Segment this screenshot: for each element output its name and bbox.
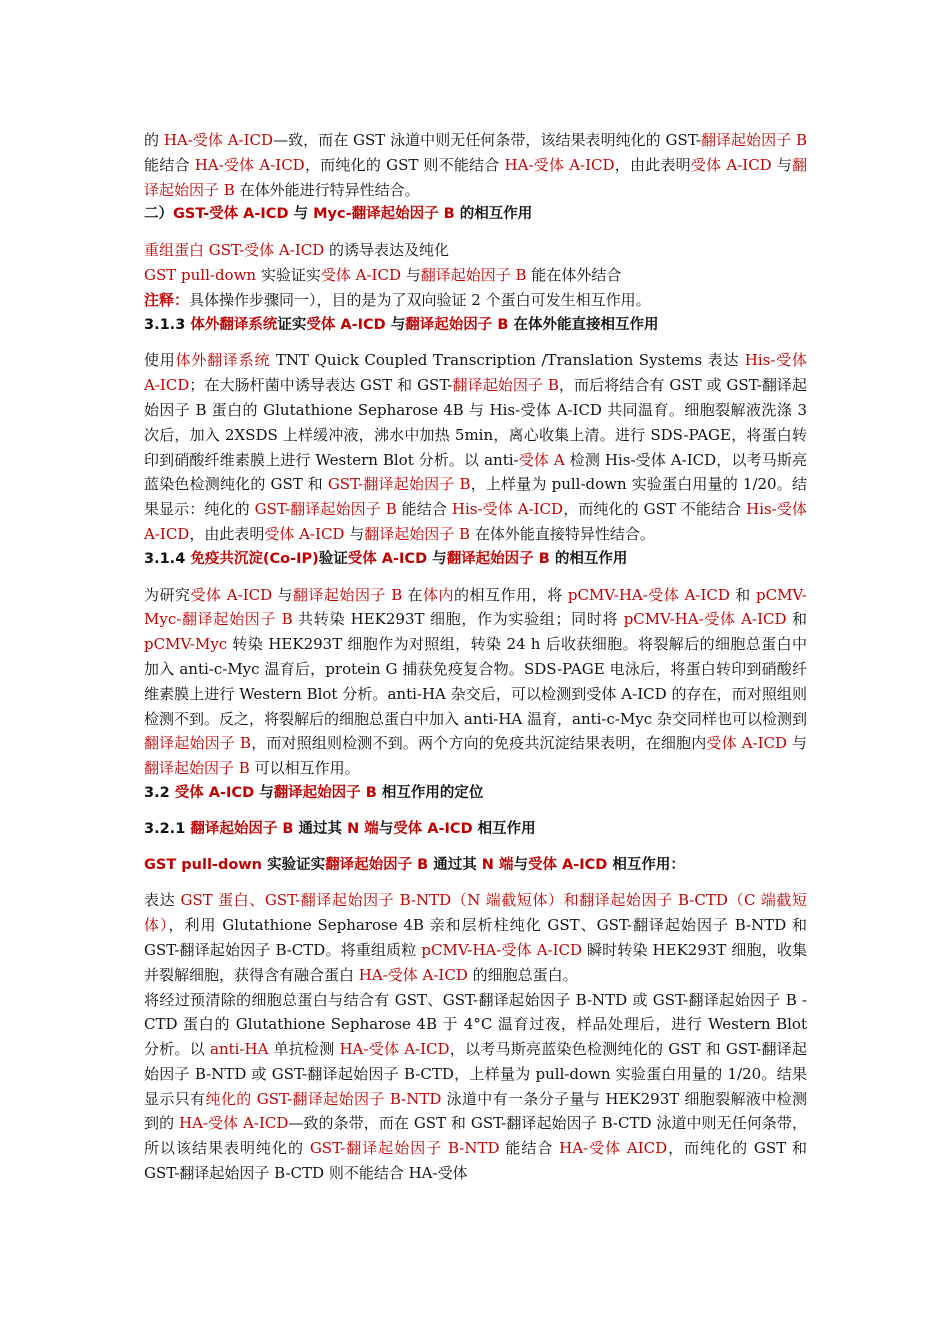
highlighted-term: 受体 A-ICD xyxy=(190,585,273,604)
text-run: 与 xyxy=(400,265,421,284)
text-run: 二） xyxy=(144,206,173,223)
highlighted-term: GST-翻译起始因子 B xyxy=(327,475,471,494)
text-run: 在体外能直接相互作用 xyxy=(508,316,659,333)
text-run: 单抗检测 xyxy=(268,1040,340,1059)
text-run: 实验证实 xyxy=(256,265,321,284)
highlighted-term: 翻译起始因子 B xyxy=(144,155,807,199)
text-run: ，由此表明 xyxy=(189,524,265,543)
body-paragraph xyxy=(144,348,807,546)
text-run: 表达 xyxy=(144,891,181,910)
text-run: 3.2.1 xyxy=(144,820,191,837)
highlighted-term: 体外翻译系统 xyxy=(175,351,271,370)
text-run: 泳道中有一条分子量与 HEK293T 细胞裂解液中检测到的 xyxy=(144,1089,807,1133)
text-run: ，而纯化的 GST 和 GST-翻译起始因子 B-CTD 则不能结合 HA-受体 xyxy=(144,1139,807,1183)
text-run: —致，而在 GST 泳道中则无任何条带，该结果表明纯化的 GST- xyxy=(273,131,701,149)
highlighted-term: HA-受体 A-ICD xyxy=(194,155,305,174)
highlighted-term: 翻译起始因子 B xyxy=(325,856,429,873)
text-run: 在体外能直接特异性结合。 xyxy=(470,524,655,543)
highlighted-term: His-受体 A-ICD xyxy=(144,351,807,395)
document-page xyxy=(144,128,807,1186)
text-run: ，而对照组则检测不到。两个方向的免疫共沉淀结果表明，在细胞内 xyxy=(251,734,707,753)
body-paragraph xyxy=(144,583,807,781)
highlighted-term: 受体 A-ICD xyxy=(264,524,345,543)
section-heading xyxy=(144,547,807,572)
text-run: 相互作用的定位 xyxy=(376,784,484,801)
highlighted-term: GST pull-down xyxy=(144,856,263,873)
text-run: ，由此表明 xyxy=(614,155,691,174)
text-run: 与 xyxy=(378,820,394,837)
highlighted-term: 受体 A-ICD xyxy=(527,856,608,873)
highlighted-term: HA-受体 A-ICD xyxy=(358,965,468,984)
text-run: 能结合 xyxy=(396,500,452,519)
text-run: 验证 xyxy=(318,550,348,567)
text-run: 将经过预清除的细胞总蛋白与结合有 GST、GST-翻译起始因子 B-NTD 或 GST-翻译起始因子 B -CTD 蛋白的 Glutathione Sepharose 4B 于 4°C 温育过夜，样品处理后，进行 Western Blot 分析。以 xyxy=(144,990,807,1059)
text-run: 的细胞总蛋白。 xyxy=(467,965,578,984)
highlighted-term: HA-受体 A-ICD xyxy=(339,1040,450,1059)
highlighted-term: 受体 A-ICD xyxy=(174,784,255,801)
text-run: 与 xyxy=(344,524,365,543)
text-run: ，而纯化的 GST 则不能结合 xyxy=(304,155,505,174)
body-paragraph xyxy=(144,888,807,987)
body-paragraph xyxy=(144,263,807,288)
text-run: 与 xyxy=(771,155,792,174)
text-run: 在体外能进行特异性结合。 xyxy=(234,180,420,199)
text-run: 共转染 HEK293T 细胞，作为实验组；同时将 xyxy=(292,610,624,629)
text-run: 的诱导表达及纯化 xyxy=(324,241,450,260)
text-run: 与 xyxy=(254,784,274,801)
highlighted-term: 受体 A-ICD xyxy=(347,550,428,567)
highlighted-term: GST pull-down xyxy=(144,265,257,284)
body-paragraph xyxy=(144,128,807,202)
highlighted-term: 体外翻译系统 xyxy=(190,316,278,333)
text-run: 与 xyxy=(513,856,528,873)
text-run: 相互作用： xyxy=(607,856,685,873)
highlighted-term: 翻译起始因子 B xyxy=(405,316,509,333)
text-run: 的相互作用，将 xyxy=(454,585,568,604)
highlighted-term: pCMV-HA-受体 A-ICD xyxy=(623,610,787,629)
text-run: 3.2 xyxy=(144,784,175,801)
highlighted-term: pCMV-Myc-翻译起始因子 B xyxy=(144,585,807,629)
text-run: 与 xyxy=(427,550,447,567)
highlighted-term: HA-受体 A-ICD xyxy=(163,131,274,149)
text-run: TNT Quick Coupled Transcription /Translation Systems 表达 xyxy=(270,351,745,370)
highlighted-term: 翻译起始因子 B xyxy=(364,524,471,543)
text-run: 能结合 xyxy=(499,1139,560,1158)
text-run: ，以考马斯亮蓝染色检测纯化的 GST 和 GST-翻译起始因子 B-NTD 或 GST-翻译起始因子 B-CTD，上样量为 pull-down 实验蛋白用量的 1/20。结果显示只有 xyxy=(144,1040,807,1108)
text-run: 的相互作用 xyxy=(454,206,533,223)
highlighted-term: HA-受体 A-ICD xyxy=(179,1114,289,1133)
highlighted-term: GST-受体 A-ICD xyxy=(173,206,289,223)
highlighted-term: 翻译起始因子 B xyxy=(144,759,250,778)
text-run: 可以相互作用。 xyxy=(249,759,360,778)
body-paragraph xyxy=(144,288,807,313)
text-run: ，而后将结合有 GST 或 GST-翻译起始因子 B 蛋白的 Glutathione Sepharose 4B 与 His-受体 A-ICD 共同温育。细胞裂解液洗涤 3 次后，加入 2XSDS 上样缓冲液，沸水中加热 5min，离心收集上清。进行 SDS-PAGE，将蛋白转印到硝酸纤维素膜上进行 Western Blot 分析。以 anti- xyxy=(144,376,808,469)
text-run: ，而纯化的 GST 不能结合 xyxy=(563,500,747,519)
section-heading xyxy=(144,817,807,842)
section-heading xyxy=(144,853,807,878)
highlighted-term: anti-HA xyxy=(210,1040,269,1059)
highlighted-term: N 端 xyxy=(481,856,514,873)
highlighted-term: 纯化的 GST-翻译起始因子 B-NTD xyxy=(205,1089,442,1108)
highlighted-term: N 端 xyxy=(347,820,379,837)
text-run: 的 xyxy=(144,131,164,149)
text-run: 和 xyxy=(786,610,807,629)
text-run: 的相互作用 xyxy=(549,550,628,567)
text-run: 能结合 xyxy=(144,155,195,174)
text-run: 具体操作步骤同一），目的是为了双向验证 2 个蛋白可发生相互作用。 xyxy=(189,290,651,309)
highlighted-term: 受体 A-ICD xyxy=(393,820,473,837)
text-run: 转染 HEK293T 细胞作为对照组，转染 24 h 后收获细胞。将裂解后的细胞总蛋白中加入 anti-c-Myc 温育后，protein G 捕获免疫复合物。SDS-PAGE 电泳后，将蛋白转印到硝酸纤维素膜上进行 Western Blot 分析。anti-HA 杂交后，可以检测到受体 A-ICD 的存在，而对照组则检测不到。反之，将裂解后的细胞总蛋白中加入 anti-HA 温育，anti-c-Myc 杂交同样也可以检测到 xyxy=(144,635,807,728)
text-run: ，利用 Glutathione Sepharose 4B 亲和层析柱纯化 GST、GST-翻译起始因子 B-NTD 和 GST-翻译起始因子 B-CTD。将重组质粒 xyxy=(144,916,807,959)
highlighted-term: 翻译起始因子 B xyxy=(700,131,807,149)
text-run: 能在体外结合 xyxy=(526,265,622,284)
highlighted-term: His-受体 A-ICD xyxy=(144,500,807,543)
text-run: 为研究 xyxy=(144,585,191,604)
text-run: 在 xyxy=(402,585,424,604)
highlighted-term: 免疫共沉淀(Co-IP) xyxy=(190,550,319,567)
highlighted-term: His-受体 A-ICD xyxy=(451,500,564,519)
highlighted-term: 注释： xyxy=(144,290,190,309)
highlighted-term: Myc-翻译起始因子 B xyxy=(313,206,455,223)
text-run: 和 xyxy=(729,585,756,604)
highlighted-term: pCMV-HA-受体 A-ICD xyxy=(421,940,583,959)
highlighted-term: 受体 A-ICD xyxy=(706,734,788,753)
body-paragraph xyxy=(144,988,807,1186)
section-heading xyxy=(144,313,807,338)
text-run: 瞬时转染 HEK293T 细胞，收集并裂解细胞，获得含有融合蛋白 xyxy=(144,940,807,984)
text-run: 与 xyxy=(288,206,314,223)
highlighted-term: 受体 A xyxy=(518,450,565,469)
highlighted-term: 体内 xyxy=(423,585,455,604)
text-run: 与 xyxy=(385,316,406,333)
highlighted-term: 翻译起始因子 B xyxy=(190,820,294,837)
highlighted-term: HA-受体 A-ICD xyxy=(504,155,615,174)
section-heading xyxy=(144,202,807,227)
highlighted-term: 受体 A-ICD xyxy=(690,155,772,174)
highlighted-term: 翻译起始因子 B xyxy=(420,265,527,284)
highlighted-term: GST-翻译起始因子 B xyxy=(254,500,397,519)
section-heading xyxy=(144,781,807,806)
text-run: —致的条带，而在 GST 和 GST-翻译起始因子 B-CTD 泳道中则无任何条带，所以该结果表明纯化的 xyxy=(144,1114,807,1158)
highlighted-term: 翻译起始因子 B xyxy=(273,784,377,801)
highlighted-term: 翻译起始因子 B xyxy=(446,550,550,567)
text-run: 与 xyxy=(272,585,293,604)
highlighted-term: 重组蛋白 GST-受体 A-ICD xyxy=(144,241,325,260)
highlighted-term: 受体 A-ICD xyxy=(306,316,386,333)
text-run: 检测 His-受体 A-ICD，以考马斯亮蓝染色检测纯化的 GST 和 xyxy=(144,450,808,494)
highlighted-term: pCMV-Myc xyxy=(144,635,228,654)
text-run: ，上样量为 pull-down 实验蛋白用量的 1/20。结果显示：纯化的 xyxy=(144,475,807,519)
text-run: 3.1.3 xyxy=(144,316,191,333)
highlighted-term: 翻译起始因子 B xyxy=(452,376,559,395)
text-run: 相互作用 xyxy=(472,820,536,837)
text-run: 实验证实 xyxy=(262,856,326,873)
highlighted-term: 翻译起始因子 B xyxy=(144,734,252,753)
text-run: 通过其 xyxy=(428,856,482,873)
highlighted-term: 受体 A-ICD xyxy=(320,265,401,284)
highlighted-term: HA-受体 AICD xyxy=(559,1139,668,1158)
highlighted-term: GST-翻译起始因子 B-NTD xyxy=(309,1139,500,1158)
body-paragraph xyxy=(144,238,807,263)
text-run: 与 xyxy=(787,734,807,753)
text-run: 3.1.4 xyxy=(144,550,191,567)
highlighted-term: 翻译起始因子 B xyxy=(292,585,403,604)
text-run: ；在大肠杆菌中诱导表达 GST 和 GST- xyxy=(189,376,453,395)
text-run: 使用 xyxy=(144,351,176,370)
text-run: 通过其 xyxy=(293,820,348,837)
highlighted-term: GST 蛋白、GST-翻译起始因子 B-NTD（N 端截短体）和翻译起始因子 B-CTD（C 端截短体） xyxy=(144,891,807,935)
text-run: 证实 xyxy=(277,316,307,333)
highlighted-term: pCMV-HA-受体 A-ICD xyxy=(567,585,730,604)
